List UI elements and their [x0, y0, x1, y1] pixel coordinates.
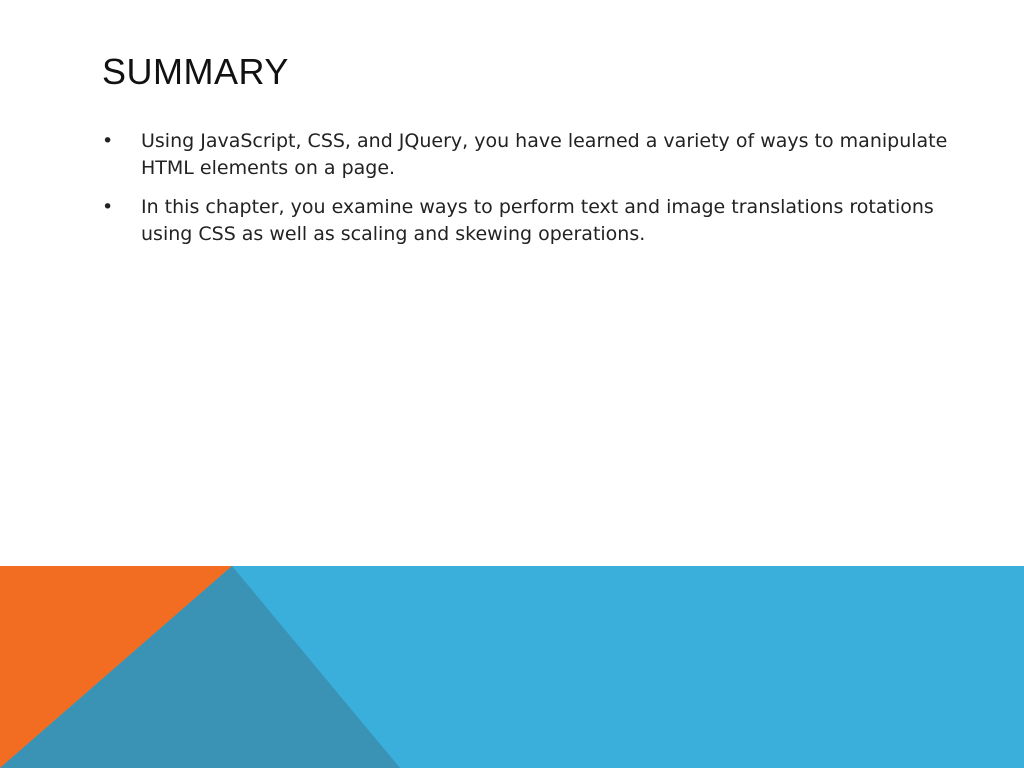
slide-title: SUMMARY [102, 51, 289, 92]
bullet-marker-icon: • [102, 130, 114, 152]
bullet-text: In this chapter, you examine ways to perform text and image translations rotations using CSS as well as scaling and skewing operations. [141, 196, 934, 245]
bullet-list [102, 128, 962, 260]
bullet-marker-icon: • [102, 196, 114, 218]
bullet-item [102, 194, 962, 248]
bullet-text: Using JavaScript, CSS, and JQuery, you have learned a variety of ways to manipulate HTML elements on a page. [141, 130, 948, 179]
bullet-item [102, 128, 962, 182]
decorative-footer-band [0, 566, 1024, 768]
